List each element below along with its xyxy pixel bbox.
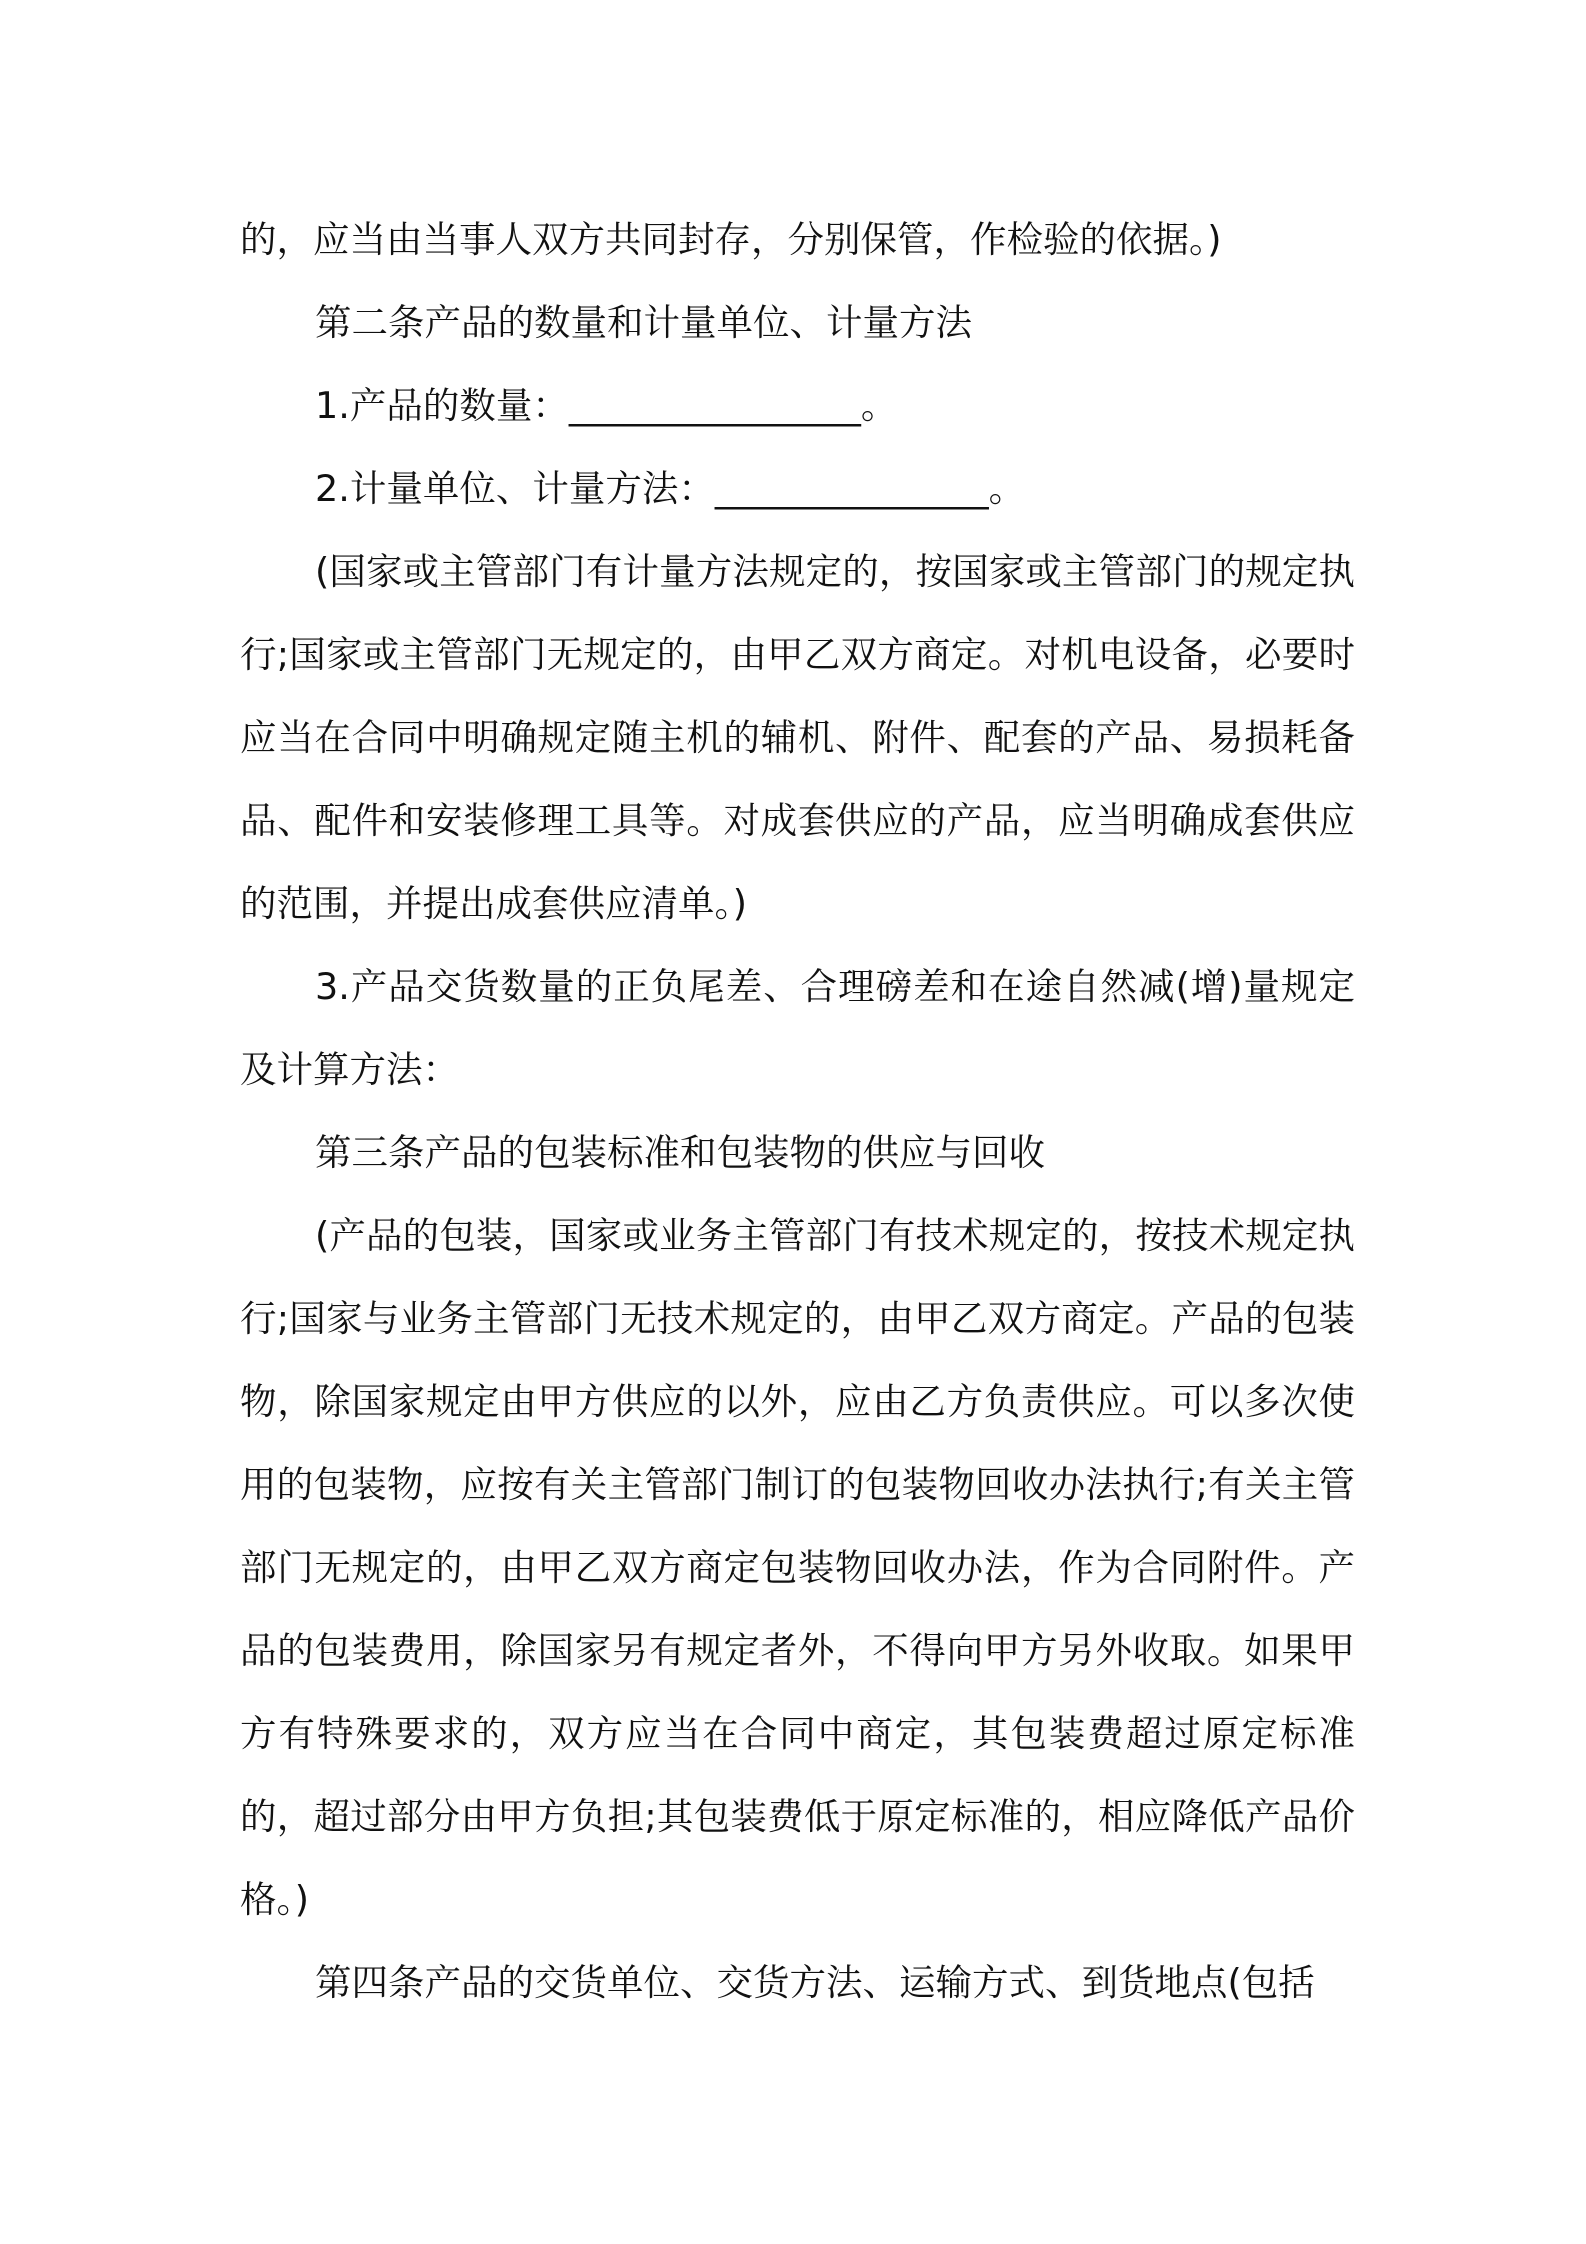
paragraph-measurement-note: (国家或主管部门有计量方法规定的，按国家或主管部门的规定执行;国家或主管部门无规定的，由甲乙双方商定。对机电设备，必要时应当在合同中明确规定随主机的辅机、附件、配套的产品、易损耗备品、配件和安装修理工具等。对成套供应的产品，应当明确成套供应的范围，并提出成套供应清单。) (240, 550, 1355, 925)
paragraph-delivery-tolerance: 3.产品交货数量的正负尾差、合理磅差和在途自然减(增)量规定及计算方法： (240, 965, 1355, 1091)
heading-article-two: 第二条产品的数量和计量单位、计量方法 (315, 301, 972, 344)
heading-article-four: 第四条产品的交货单位、交货方法、运输方式、到货地点(包括 (315, 1961, 1315, 2004)
paragraph-packaging-note: (产品的包装，国家或业务主管部门有技术规定的，按技术规定执行;国家与业务主管部门无技术规定的，由甲乙双方商定。产品的包装物，除国家规定由甲方供应的以外，应由乙方负责供应。可以多次使用的包装物，应按有关主管部门制订的包装物回收办法执行;有关主管部门无规定的，由甲乙双方商定包装物回收办法，作为合同附件。产品的包装费用，除国家另有规定者外，不得向甲方另外收取。如果甲方有特殊要求的，双方应当在合同中商定，其包装费超过原定标准的，超过部分由甲方负担;其包装费低于原定标准的，相应降低产品价格。) (240, 1214, 1355, 1921)
paragraph-product-quantity: 1.产品的数量：________________。 (315, 384, 898, 427)
heading-article-three: 第三条产品的包装标准和包装物的供应与回收 (315, 1131, 1045, 1174)
document-body (240, 198, 1355, 2024)
paragraph-measurement-unit: 2.计量单位、计量方法：_______________。 (315, 467, 1026, 510)
paragraph-sealing-continuation: 的，应当由当事人双方共同封存，分别保管，作检验的依据。) (240, 218, 1222, 261)
